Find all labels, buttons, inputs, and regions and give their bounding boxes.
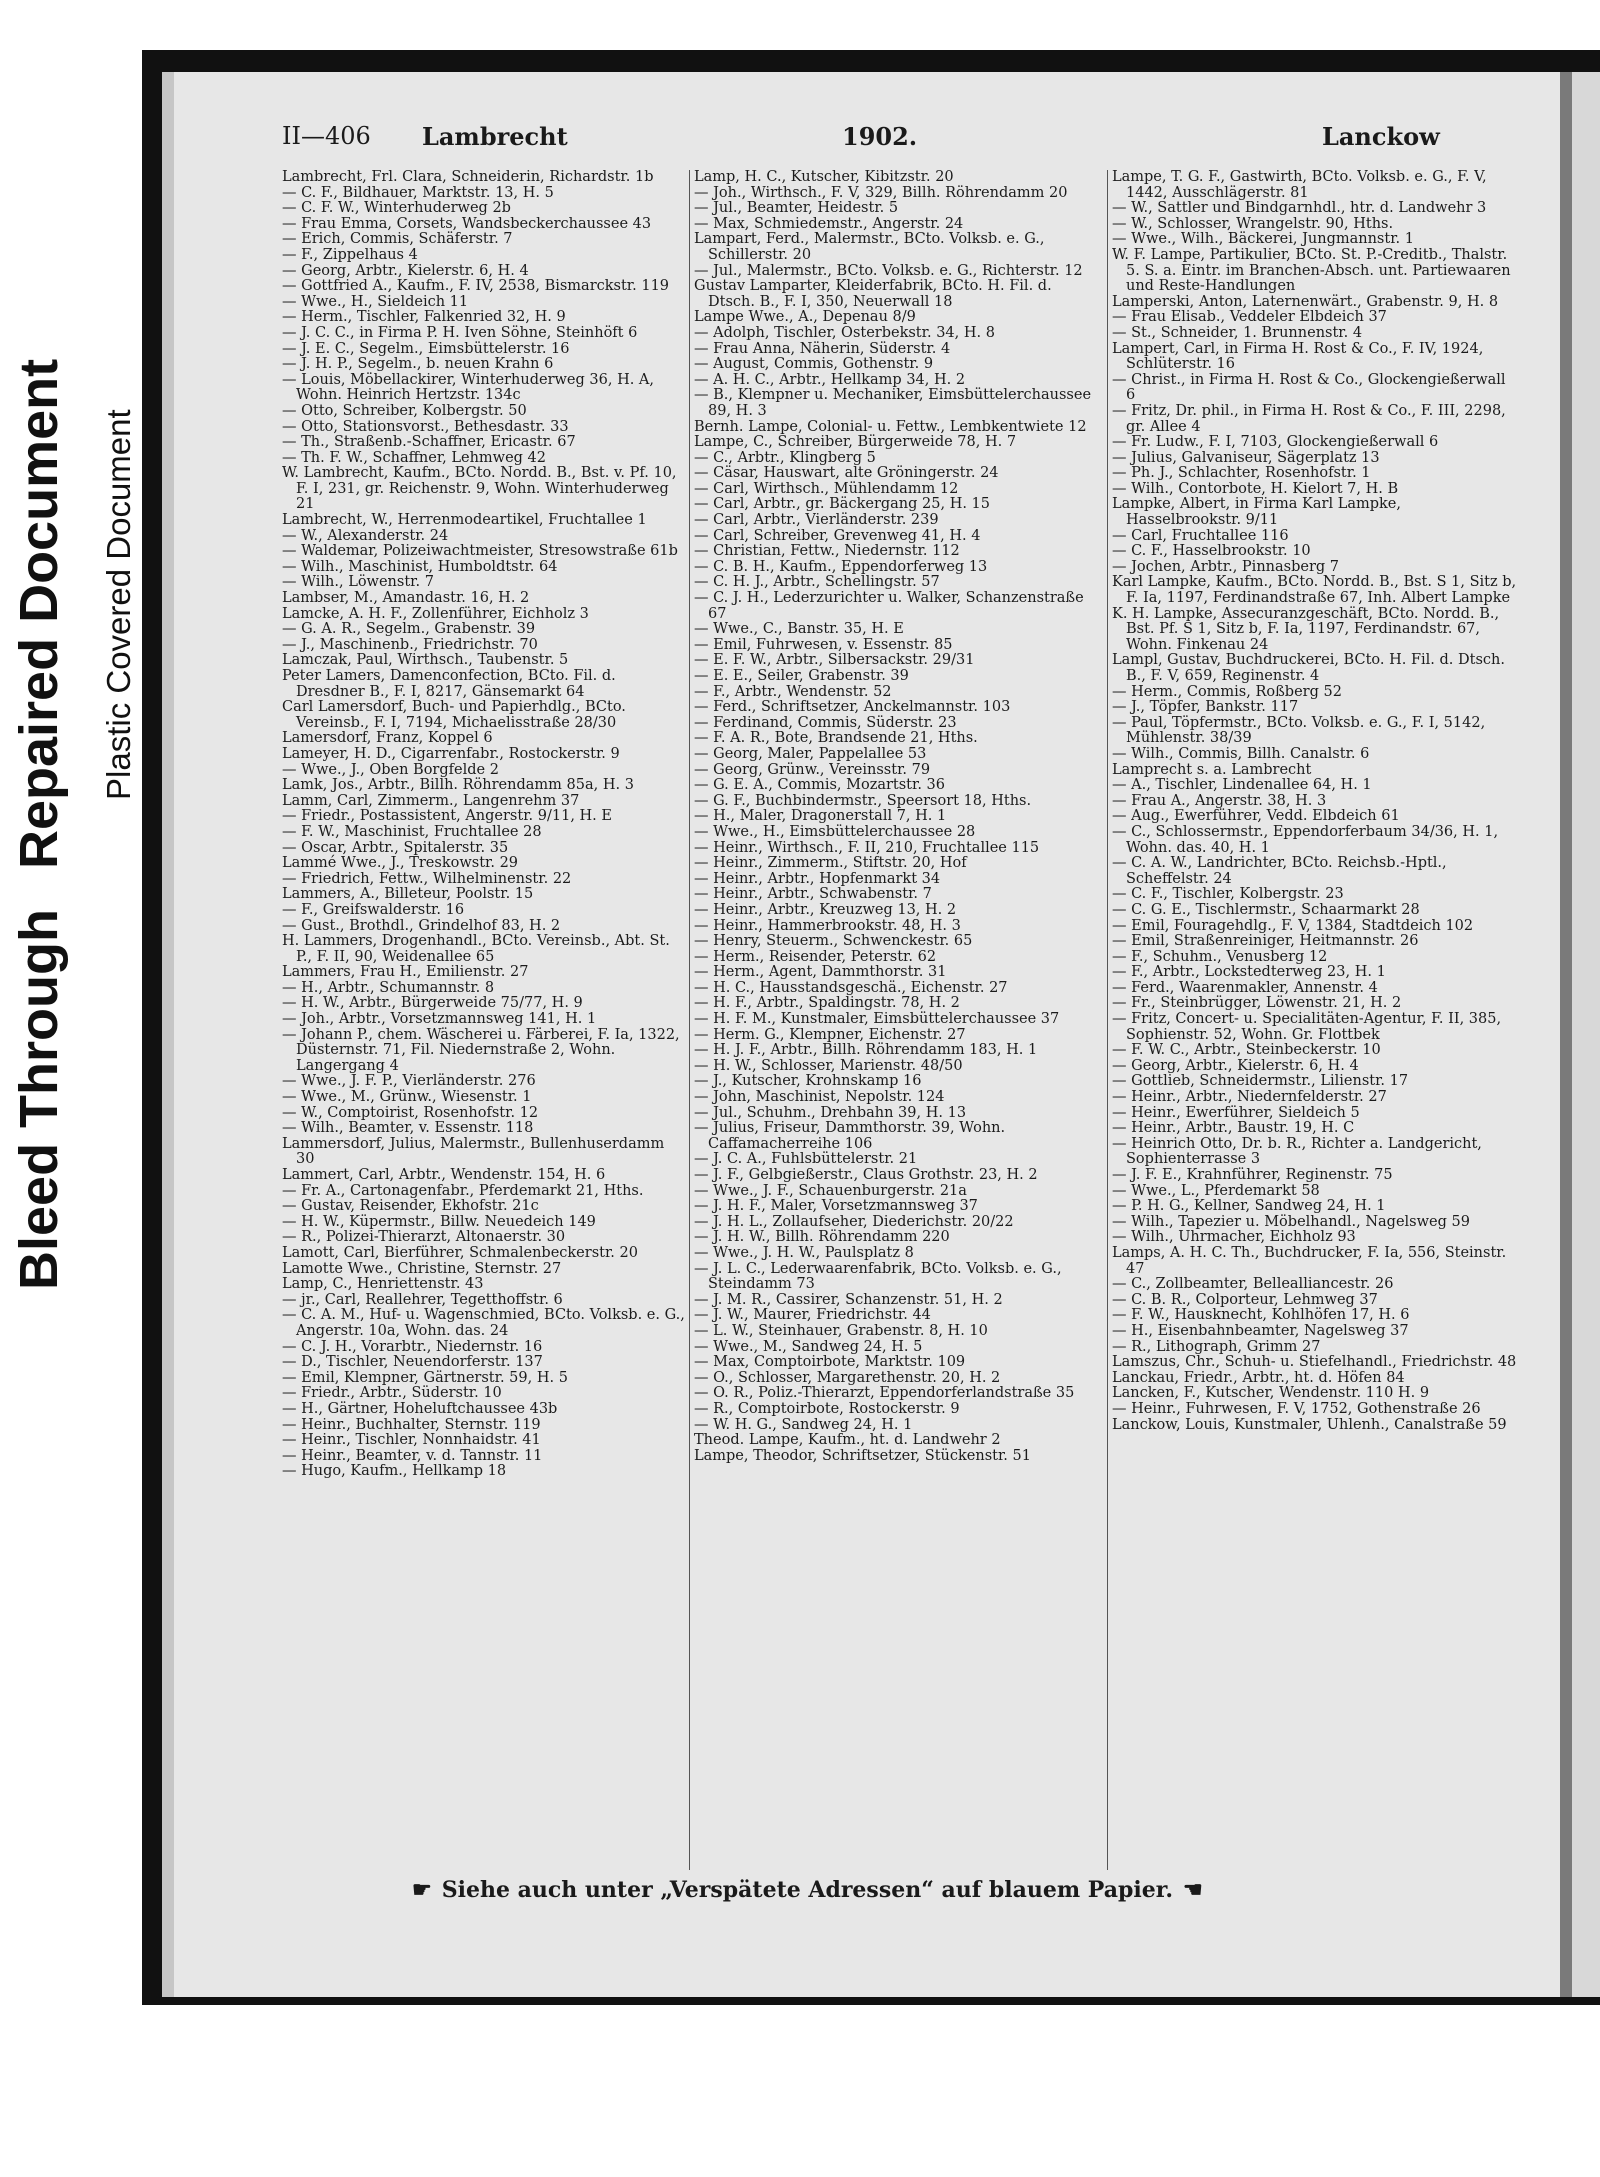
- directory-entry: — Wwe., J., Oben Borgfelde 2: [282, 761, 499, 778]
- directory-entry: — H., Arbtr., Schumannstr. 8: [282, 979, 495, 996]
- directory-entry: Lammé Wwe., J., Treskowstr. 29: [282, 855, 519, 872]
- directory-entry: — Gustav, Reisender, Ekhofstr. 21c: [282, 1198, 539, 1215]
- directory-entry: — Heinr., Tischler, Nonnhaidstr. 41: [282, 1432, 541, 1449]
- directory-entry: Lamersdorf, Franz, Koppel 6: [282, 730, 493, 747]
- directory-entry: Lammers, Frau H., Emilienstr. 27: [282, 964, 529, 981]
- directory-entry: — C. A. M., Huf- u. Wagenschmied, BCto. Volksb. e. G., Angerstr. 10a, Wohn. das. 24: [282, 1307, 685, 1339]
- directory-entry: — Fr. A., Cartonagenfabr., Pferdemarkt 21, Hths.: [282, 1182, 644, 1199]
- directory-entry: W. Lambrecht, Kaufm., BCto. Nordd. B., Bst. v. Pf. 10, F. I, 231, gr. Reichenstr. 9, Wohn. Winterhuderweg 21: [282, 465, 677, 513]
- directory-entry: — W., Sattler und Bindgarnhdl., htr. d. Landwehr 3: [1112, 200, 1487, 217]
- directory-entry: — Ferd., Schriftsetzer, Anckelmannstr. 103: [694, 699, 1011, 716]
- directory-entry: — Louis, Möbellackirer, Winterhuderweg 36, H. A, Wohn. Heinrich Hertzstr. 134c: [282, 371, 655, 404]
- directory-entry: — Heinr., Arbtr., Schwabenstr. 7: [694, 886, 932, 903]
- directory-entry: — August, Commis, Gothenstr. 9: [694, 356, 934, 373]
- directory-entry: — Johann P., chem. Wäscherei u. Färberei, F. Ia, 1322, Düsternstr. 71, Fil. Niedernstraße 2, Wohn. Langergang 4: [282, 1026, 680, 1074]
- directory-entry: — C. F., Bildhauer, Marktstr. 13, H. 5: [282, 184, 554, 201]
- directory-entry: Peter Lamers, Damenconfection, BCto. Fil. d. Dresdner B., F. I, 8217, Gänsemarkt 64: [282, 668, 616, 700]
- directory-entry: — C. G. E., Tischlermstr., Schaarmarkt 28: [1112, 901, 1420, 918]
- directory-entry: — L. W., Steinhauer, Grabenstr. 8, H. 10: [694, 1322, 988, 1339]
- directory-entry: — B., Klempner u. Mechaniker, Eimsbüttelerchaussee 89, H. 3: [694, 387, 1092, 419]
- column-rule: [1107, 170, 1108, 1870]
- directory-entry: Lampl, Gustav, Buchdruckerei, BCto. H. Fil. d. Dtsch. B., F. V, 659, Reginenstr. 4: [1112, 652, 1505, 684]
- directory-entry: — Heinr., Arbtr., Niedernfelderstr. 27: [1112, 1089, 1387, 1106]
- directory-entry: — J. C. C., in Firma P. H. Iven Söhne, Steinhöft 6: [282, 324, 638, 341]
- directory-entry: — E. E., Seiler, Grabenstr. 39: [694, 668, 909, 684]
- directory-entry: — Fr. Ludw., F. I, 7103, Glockengießerwall 6: [1112, 434, 1439, 451]
- directory-entry: — Georg, Arbtr., Kielerstr. 6, H. 4: [1112, 1057, 1359, 1074]
- directory-entry: — Wwe., H., Sieldeich 11: [282, 293, 469, 310]
- directory-entry: Lammert, Carl, Arbtr., Wendenstr. 154, H. 6: [282, 1167, 606, 1183]
- directory-entry: — W., Alexanderstr. 24: [282, 527, 449, 544]
- column-rule: [689, 170, 690, 1870]
- directory-entry: — Wwe., L., Pferdemarkt 58: [1112, 1182, 1320, 1199]
- directory-entry: — C. J. H., Lederzurichter u. Walker, Schanzenstraße 67: [694, 590, 1084, 622]
- directory-entry: Bernh. Lampe, Colonial- u. Fettw., Lembkentwiete 12: [694, 418, 1087, 435]
- directory-entry: — Frau Anna, Näherin, Süderstr. 4: [694, 340, 951, 357]
- directory-entry: — J. M. R., Cassirer, Schanzenstr. 51, H. 2: [694, 1291, 1003, 1308]
- directory-entry: Lampke, Albert, in Firma Karl Lampke, Hasselbrookstr. 9/11: [1112, 496, 1401, 529]
- directory-entry: — H., Maler, Dragonerstall 7, H. 1: [694, 808, 947, 825]
- directory-entry: — Friedrich, Fettw., Wilhelminenstr. 22: [282, 870, 572, 887]
- directory-entry: — Carl, Schreiber, Grevenweg 41, H. 4: [694, 527, 981, 544]
- page-gutter: [1560, 72, 1572, 1997]
- directory-entry: — G. F., Buchbindermstr., Speersort 18, Hths.: [694, 792, 1032, 809]
- directory-entry: — G. A. R., Segelm., Grabenstr. 39: [282, 621, 536, 638]
- directory-entry: — Wwe., H., Eimsbüttelerchaussee 28: [694, 823, 976, 840]
- pointing-hand-icon: ☛: [412, 1877, 432, 1903]
- directory-entry: — J. C. A., Fuhlsbüttelerstr. 21: [694, 1151, 918, 1168]
- directory-entry: — Heinr., Zimmerm., Stiftstr. 20, Hof: [694, 855, 967, 872]
- directory-entry: — Emil, Klempner, Gärtnerstr. 59, H. 5: [282, 1369, 568, 1386]
- directory-entry: — F. W. C., Arbtr., Steinbeckerstr. 10: [1112, 1042, 1381, 1059]
- directory-entry: — Heinr., Fuhrwesen, F. V, 1752, Gothenstraße 26: [1112, 1400, 1481, 1417]
- directory-entry: — Heinr., Hammerbrookstr. 48, H. 3: [694, 917, 961, 934]
- directory-entry: — Wwe., J. F. P., Vierländerstr. 276: [282, 1073, 536, 1090]
- directory-entry: Lammersdorf, Julius, Malermstr., Bullenhuserdamm 30: [282, 1135, 665, 1168]
- directory-entry: — H. J. F., Arbtr., Billh. Röhrendamm 183, H. 1: [694, 1042, 1038, 1059]
- page-header: [282, 122, 1552, 158]
- directory-entry: — Emil, Fouragehdlg., F. V, 1384, Stadtdeich 102: [1112, 917, 1474, 934]
- directory-entry: — Georg, Maler, Pappelallee 53: [694, 745, 927, 762]
- directory-entry: — F., Arbtr., Wendenstr. 52: [694, 683, 892, 700]
- directory-entry: — Ferdinand, Commis, Süderstr. 23: [694, 714, 957, 731]
- directory-entry: — Frau A., Angerstr. 38, H. 3: [1112, 792, 1327, 809]
- directory-entry: — C., Arbtr., Klingberg 5: [694, 449, 876, 466]
- directory-entry: Lamm, Carl, Zimmerm., Langenrehm 37: [282, 792, 580, 809]
- directory-entry: Carl Lamersdorf, Buch- und Papierhdlg., BCto. Vereinsb., F. I, 7194, Michaelisstraße 28/30: [282, 699, 626, 731]
- directory-entry: — Heinrich Otto, Dr. b. R., Richter a. Landgericht, Sophienterrasse 3: [1112, 1135, 1482, 1168]
- directory-entry: Lamprecht s. a. Lambrecht: [1112, 761, 1312, 778]
- directory-entry: — Hugo, Kaufm., Hellkamp 18: [282, 1463, 507, 1480]
- column-3: [1112, 170, 1517, 1870]
- directory-entry: — H. W., Schlosser, Marienstr. 48/50: [694, 1057, 963, 1074]
- directory-entry: — Fr., Steinbrügger, Löwenstr. 21, H. 2: [1112, 995, 1402, 1012]
- directory-entry: — C. B. H., Kaufm., Eppendorferweg 13: [694, 558, 988, 575]
- directory-entry: — Heinr., Beamter, v. d. Tannstr. 11: [282, 1447, 543, 1464]
- directory-entry: — Heinr., Arbtr., Kreuzweg 13, H. 2: [694, 901, 957, 918]
- directory-entry: — Heinr., Arbtr., Baustr. 19, H. C: [1112, 1120, 1355, 1137]
- directory-entry: — Heinr., Wirthsch., F. II, 210, Fruchtallee 115: [694, 839, 1040, 856]
- directory-entry: — Emil, Straßenreiniger, Heitmannstr. 26: [1112, 933, 1419, 950]
- directory-entry: — Jul., Schuhm., Drehbahn 39, H. 13: [694, 1104, 967, 1121]
- directory-entry: — Wilh., Beamter, v. Essenstr. 118: [282, 1120, 534, 1137]
- directory-entry: — C., Schlossermstr., Eppendorferbaum 34/36, H. 1, Wohn. das. 40, H. 1: [1112, 823, 1499, 856]
- directory-entry: — J. W., Maurer, Friedrichstr. 44: [694, 1307, 931, 1324]
- directory-entry: Lambrecht, Frl. Clara, Schneiderin, Richardstr. 1b: [282, 170, 654, 185]
- directory-entry: — C. B. R., Colporteur, Lehmweg 37: [1112, 1291, 1378, 1308]
- directory-entry: Lamperski, Anton, Laternenwärt., Grabenstr. 9, H. 8: [1112, 293, 1499, 310]
- directory-entry: — Joh., Wirthsch., F. V, 329, Billh. Röhrendamm 20: [694, 184, 1068, 201]
- directory-entry: — J. F. E., Krahnführer, Reginenstr. 75: [1112, 1167, 1393, 1183]
- directory-entry: — P. H. G., Kellner, Sandweg 24, H. 1: [1112, 1198, 1386, 1215]
- directory-entry: — J. H. F., Maler, Vorsetzmannsweg 37: [694, 1198, 978, 1215]
- directory-entry: — John, Maschinist, Nepolstr. 124: [694, 1089, 945, 1106]
- directory-entry: — H. C., Hausstandsgeschä., Eichenstr. 27: [694, 979, 1008, 996]
- directory-entry: — R., Comptoirbote, Rostockerstr. 9: [694, 1400, 960, 1417]
- directory-entry: Lameyer, H. D., Cigarrenfabr., Rostockerstr. 9: [282, 745, 620, 762]
- directory-entry: — C. J. H., Vorarbtr., Niedernstr. 16: [282, 1338, 543, 1355]
- directory-entry: — Carl, Fruchtallee 116: [1112, 527, 1289, 544]
- column-2: [694, 170, 1099, 1870]
- directory-entry: Lamcke, A. H. F., Zollenführer, Eichholz 3: [282, 605, 589, 622]
- header-left-name: Lambrecht: [422, 122, 568, 151]
- directory-entry: — Emil, Fuhrwesen, v. Essenstr. 85: [694, 636, 953, 653]
- directory-entry: — Waldemar, Polizeiwachtmeister, Stresowstraße 61b: [282, 543, 678, 560]
- directory-entry: — Julius, Galvaniseur, Sägerplatz 13: [1112, 449, 1380, 466]
- directory-entry: — Wwe., M., Sandweg 24, H. 5: [694, 1338, 923, 1355]
- directory-entry: — Wwe., J. H. W., Paulsplatz 8: [694, 1244, 914, 1261]
- plastic-covered-label: Plastic Covered Document: [100, 409, 137, 800]
- directory-entry: — Carl, Arbtr., gr. Bäckergang 25, H. 15: [694, 496, 991, 513]
- directory-entry: Lamczak, Paul, Wirthsch., Taubenstr. 5: [282, 652, 569, 669]
- directory-entry: — H. F., Arbtr., Spaldingstr. 78, H. 2: [694, 995, 960, 1012]
- directory-entry: — Gottfried A., Kaufm., F. IV, 2538, Bismarckstr. 119: [282, 278, 670, 295]
- directory-entry: — Aug., Ewerführer, Vedd. Elbdeich 61: [1112, 808, 1400, 825]
- directory-entry: — Herm. G., Klempner, Eichenstr. 27: [694, 1026, 966, 1043]
- page-footer: [402, 1877, 1402, 1903]
- directory-entry: — Adolph, Tischler, Osterbekstr. 34, H. 8: [694, 324, 995, 341]
- directory-entry: — Frau Elisab., Veddeler Elbdeich 37: [1112, 309, 1387, 326]
- directory-entry: Lamp, C., Henriettenstr. 43: [282, 1276, 484, 1293]
- directory-entry: — D., Tischler, Neuendorferstr. 137: [282, 1354, 543, 1371]
- directory-entry: — Wwe., Wilh., Bäckerei, Jungmannstr. 1: [1112, 231, 1414, 248]
- directory-entry: — J. E. C., Segelm., Eimsbüttelerstr. 16: [282, 340, 570, 357]
- directory-entry: — A. H. C., Arbtr., Hellkamp 34, H. 2: [694, 371, 966, 388]
- directory-entry: — Max, Schmiedemstr., Angerstr. 24: [694, 215, 964, 232]
- directory-entry: K. H. Lampke, Assecuranzgeschäft, BCto. Nordd. B., Bst. Pf. S 1, Sitz b, F. Ia, 1197, Ferdinandstr. 67, Wohn. Finkenau 24: [1112, 605, 1500, 653]
- directory-entry: — Ph. J., Schlachter, Rosenhofstr. 1: [1112, 465, 1371, 482]
- directory-entry: — Frau Emma, Corsets, Wandsbeckerchaussee 43: [282, 215, 652, 232]
- directory-entry: — Wilh., Commis, Billh. Canalstr. 6: [1112, 745, 1370, 762]
- directory-entry: — F., Arbtr., Lockstedterweg 23, H. 1: [1112, 964, 1386, 981]
- directory-entry: — C. F., Hasselbrookstr. 10: [1112, 543, 1311, 560]
- directory-entry: — Julius, Friseur, Dammthorstr. 39, Wohn. Caffamacherreihe 106: [694, 1120, 1006, 1152]
- directory-entry: Lammers, A., Billeteur, Poolstr. 15: [282, 886, 534, 903]
- pointing-hand-icon: ☚: [1182, 1877, 1203, 1903]
- directory-entry: — Heinr., Buchhalter, Sternstr. 119: [282, 1416, 541, 1433]
- directory-entry: — C., Zollbeamter, Bellealliancestr. 26: [1112, 1276, 1394, 1293]
- directory-entry: — Herm., Tischler, Falkenried 32, H. 9: [282, 309, 566, 326]
- directory-entry: — Georg, Grünw., Vereinsstr. 79: [694, 761, 931, 778]
- directory-entry: Lamott, Carl, Bierführer, Schmalenbeckerstr. 20: [282, 1244, 638, 1261]
- directory-entry: — F. W., Hausknecht, Kohlhöfen 17, H. 6: [1112, 1307, 1410, 1324]
- directory-entry: — J., Kutscher, Krohnskamp 16: [694, 1073, 922, 1090]
- directory-entry: — E. F. W., Arbtr., Silbersackstr. 29/31: [694, 652, 975, 669]
- directory-entry: — Th., Straßenb.-Schaffner, Ericastr. 67: [282, 434, 576, 451]
- directory-entry: Lampe, Theodor, Schriftsetzer, Stückenstr. 51: [694, 1447, 1031, 1464]
- header-year: 1902.: [842, 122, 918, 151]
- directory-entry: — Herm., Reisender, Peterstr. 62: [694, 948, 937, 965]
- directory-entry: — R., Lithograph, Grimm 27: [1112, 1338, 1321, 1355]
- directory-entry: — Oscar, Arbtr., Spitalerstr. 35: [282, 839, 509, 856]
- directory-entry: — Carl, Wirthsch., Mühlendamm 12: [694, 480, 959, 497]
- directory-entry: — J. H. L., Zollaufseher, Diederichstr. 20/22: [694, 1213, 1014, 1230]
- directory-entry: — F., Schuhm., Venusberg 12: [1112, 948, 1328, 965]
- directory-entry: — J. F., Gelbgießerstr., Claus Grothstr. 23, H. 2: [694, 1167, 1038, 1183]
- directory-entry: — O. R., Poliz.-Thierarzt, Eppendorferlandstraße 35: [694, 1385, 1075, 1402]
- directory-entry: — Th. F. W., Schaffner, Lehmweg 42: [282, 449, 547, 466]
- directory-entry: — Wwe., J. F., Schauenburgerstr. 21a: [694, 1182, 967, 1199]
- directory-entry: — Carl, Arbtr., Vierländerstr. 239: [694, 512, 939, 529]
- bleed-through-label: Bleed Through: [9, 909, 69, 1290]
- directory-entry: — Heinr., Arbtr., Hopfenmarkt 34: [694, 870, 941, 887]
- directory-entry: Lampert, Carl, in Firma H. Rost & Co., F. IV, 1924, Schlüterstr. 16: [1112, 340, 1484, 373]
- directory-entry: — F., Zippelhaus 4: [282, 246, 418, 263]
- directory-entry: — F. A. R., Bote, Brandsende 21, Hths.: [694, 730, 978, 747]
- directory-entry: — Erich, Commis, Schäferstr. 7: [282, 231, 513, 248]
- directory-entry: — H., Gärtner, Hoheluftchaussee 43b: [282, 1400, 558, 1417]
- directory-entry: — Friedr., Postassistent, Angerstr. 9/11, H. E: [282, 808, 612, 825]
- directory-entry: — W., Comptoirist, Rosenhofstr. 12: [282, 1104, 539, 1121]
- directory-entry: — W., Schlosser, Wrangelstr. 90, Hths.: [1112, 215, 1394, 232]
- directory-entry: — Fritz, Dr. phil., in Firma H. Rost & Co., F. III, 2298, gr. Allee 4: [1112, 402, 1506, 435]
- directory-entry: Lamps, A. H. C. Th., Buchdrucker, F. Ia, 556, Steinstr. 47: [1112, 1244, 1507, 1277]
- directory-entry: — Paul, Töpfermstr., BCto. Volksb. e. G., F. I, 5142, Mühlenstr. 38/39: [1112, 714, 1486, 747]
- repaired-document-label: Repaired Document: [9, 358, 69, 870]
- directory-entry: — F., Greifswalderstr. 16: [282, 901, 465, 918]
- directory-entry: — Jochen, Arbtr., Pinnasberg 7: [1112, 558, 1339, 575]
- directory-entry: — Wilh., Tapezier u. Möbelhandl., Nagelsweg 59: [1112, 1213, 1470, 1230]
- directory-entry: — G. E. A., Commis, Mozartstr. 36: [694, 777, 946, 794]
- document-page: [162, 72, 1562, 1997]
- directory-entry: — H. W., Küpermstr., Billw. Neuedeich 149: [282, 1213, 596, 1230]
- directory-entry: — Wwe., M., Grünw., Wiesenstr. 1: [282, 1089, 532, 1106]
- directory-entry: — Jul., Malermstr., BCto. Volksb. e. G., Richterstr. 12: [694, 262, 1083, 279]
- header-right-name: Lanckow: [1322, 122, 1440, 151]
- directory-entry: W. F. Lampe, Partikulier, BCto. St. P.-Creditb., Thalstr. 5. S. a. Eintr. im Branchen-Absch. unt. Partiewaaren und Reste-Handlungen: [1112, 246, 1511, 295]
- directory-entry: Lampe, T. G. F., Gastwirth, BCto. Volksb. e. G., F. V, 1442, Ausschlägerstr. 81: [1112, 170, 1487, 201]
- directory-entry: Lanckau, Friedr., Arbtr., ht. d. Höfen 84: [1112, 1369, 1405, 1386]
- directory-entry: — Ferd., Waarenmakler, Annenstr. 4: [1112, 979, 1378, 996]
- directory-entry: Lambrecht, W., Herrenmodeartikel, Fruchtallee 1: [282, 512, 647, 529]
- directory-entry: Lamk, Jos., Arbtr., Billh. Röhrendamm 85a, H. 3: [282, 777, 634, 794]
- side-label-bleed: [8, 319, 70, 1290]
- directory-entry: — F. W., Maschinist, Fruchtallee 28: [282, 823, 542, 840]
- directory-entry: — Jul., Beamter, Heidestr. 5: [694, 200, 899, 217]
- next-page-strip: [1572, 72, 1600, 1997]
- directory-entry: Lampe Wwe., A., Depenau 8/9: [694, 309, 916, 326]
- directory-entry: — Georg, Arbtr., Kielerstr. 6, H. 4: [282, 262, 529, 279]
- page-number: II—406: [282, 122, 371, 150]
- directory-entry: — J., Maschinenb., Friedrichstr. 70: [282, 636, 538, 653]
- directory-entry: Lamp, H. C., Kutscher, Kibitzstr. 20: [694, 170, 954, 185]
- directory-entry: — Herm., Agent, Dammthorstr. 31: [694, 964, 947, 981]
- directory-entry: — J. H. P., Segelm., b. neuen Krahn 6: [282, 356, 554, 373]
- directory-entry: — Friedr., Arbtr., Süderstr. 10: [282, 1385, 502, 1402]
- directory-entry: Lamotte Wwe., Christine, Sternstr. 27: [282, 1260, 562, 1277]
- directory-entry: Lampe, C., Schreiber, Bürgerweide 78, H. 7: [694, 434, 1017, 451]
- directory-entry: — Wwe., C., Banstr. 35, H. E: [694, 621, 904, 638]
- directory-entry: Lampart, Ferd., Malermstr., BCto. Volksb. e. G., Schillerstr. 20: [694, 231, 1045, 263]
- directory-entry: — Otto, Schreiber, Kolbergstr. 50: [282, 402, 527, 419]
- directory-entry: — Fritz, Concert- u. Specialitäten-Agentur, F. II, 385, Sophienstr. 52, Wohn. Gr. Flottbek: [1112, 1011, 1502, 1043]
- directory-entry: — Wilh., Uhrmacher, Eichholz 93: [1112, 1229, 1356, 1246]
- directory-entry: — H. W., Arbtr., Bürgerweide 75/77, H. 9: [282, 995, 583, 1012]
- directory-entry: Lambser, M., Amandastr. 16, H. 2: [282, 590, 530, 607]
- directory-entry: — Joh., Arbtr., Vorsetzmannsweg 141, H. 1: [282, 1011, 597, 1028]
- directory-entry: — C. H. J., Arbtr., Schellingstr. 57: [694, 574, 940, 591]
- directory-entry: — St., Schneider, 1. Brunnenstr. 4: [1112, 324, 1363, 341]
- directory-entry: — Max, Comptoirbote, Marktstr. 109: [694, 1354, 966, 1371]
- directory-entry: Karl Lampke, Kaufm., BCto. Nordd. B., Bst. S 1, Sitz b, F. Ia, 1197, Ferdinandstraße 67, Inh. Albert Lampke: [1112, 574, 1517, 607]
- directory-entry: — A., Tischler, Lindenallee 64, H. 1: [1112, 777, 1372, 794]
- directory-entry: — Wilh., Maschinist, Humboldtstr. 64: [282, 558, 558, 575]
- page-left-edge: [162, 72, 174, 1997]
- directory-entry: — C. F. W., Winterhuderweg 2b: [282, 200, 511, 217]
- directory-entry: Theod. Lampe, Kaufm., ht. d. Landwehr 2: [694, 1432, 1001, 1449]
- directory-entry: — H., Eisenbahnbeamter, Nagelsweg 37: [1112, 1322, 1409, 1339]
- directory-entry: — R., Polizei-Thierarzt, Altonaerstr. 30: [282, 1229, 566, 1246]
- directory-entry: — Gust., Brothdl., Grindelhof 83, H. 2: [282, 917, 561, 934]
- directory-entry: — Christ., in Firma H. Rost & Co., Glockengießerwall 6: [1112, 371, 1506, 404]
- directory-entry: — J. L. C., Lederwaarenfabrik, BCto. Volksb. e. G., Steindamm 73: [694, 1260, 1062, 1293]
- directory-entry: Gustav Lamparter, Kleiderfabrik, BCto. H. Fil. d. Dtsch. B., F. I, 350, Neuerwall 18: [694, 278, 1052, 310]
- directory-entry: — jr., Carl, Reallehrer, Tegetthoffstr. 6: [282, 1291, 563, 1308]
- directory-entry: — H. F. M., Kunstmaler, Eimsbüttelerchaussee 37: [694, 1011, 1060, 1028]
- directory-entry: — Henry, Steuerm., Schwenckestr. 65: [694, 933, 973, 950]
- directory-entry: — W. H. G., Sandweg 24, H. 1: [694, 1416, 913, 1433]
- directory-entry: — Wilh., Löwenstr. 7: [282, 574, 434, 591]
- footer-note: Siehe auch unter „Verspätete Adressen“ auf blauem Papier.: [441, 1877, 1173, 1903]
- directory-entry: Lamszus, Chr., Schuh- u. Stiefelhandl., Friedrichstr. 48: [1112, 1354, 1517, 1371]
- directory-entry: — O., Schlosser, Margarethenstr. 20, H. 2: [694, 1369, 1001, 1386]
- directory-entry: — Heinr., Ewerführer, Sieldeich 5: [1112, 1104, 1360, 1121]
- directory-entry: — Otto, Stationsvorst., Bethesdastr. 33: [282, 418, 569, 435]
- directory-entry: — Gottlieb, Schneidermstr., Lilienstr. 17: [1112, 1073, 1409, 1090]
- directory-entry: Lanckow, Louis, Kunstmaler, Uhlenh., Canalstraße 59: [1112, 1416, 1507, 1433]
- directory-entry: — J., Töpfer, Bankstr. 117: [1112, 699, 1299, 716]
- directory-entry: Lancken, F., Kutscher, Wendenstr. 110 H. 9: [1112, 1385, 1430, 1402]
- directory-entry: — Cäsar, Hauswart, alte Gröningerstr. 24: [694, 465, 999, 482]
- directory-entry: — Wilh., Contorbote, H. Kielort 7, H. B: [1112, 480, 1399, 497]
- column-1: [282, 170, 687, 1870]
- directory-entry: — J. H. W., Billh. Röhrendamm 220: [694, 1229, 950, 1246]
- directory-entry: — C. A. W., Landrichter, BCto. Reichsb.-Hptl., Scheffelstr. 24: [1112, 855, 1447, 887]
- directory-entry: — Herm., Commis, Roßberg 52: [1112, 683, 1342, 700]
- directory-entry: H. Lammers, Drogenhandl., BCto. Vereinsb., Abt. St. P., F. II, 90, Weidenallee 65: [282, 933, 670, 965]
- directory-entry: — C. F., Tischler, Kolbergstr. 23: [1112, 886, 1344, 903]
- directory-entry: — Christian, Fettw., Niedernstr. 112: [694, 543, 960, 560]
